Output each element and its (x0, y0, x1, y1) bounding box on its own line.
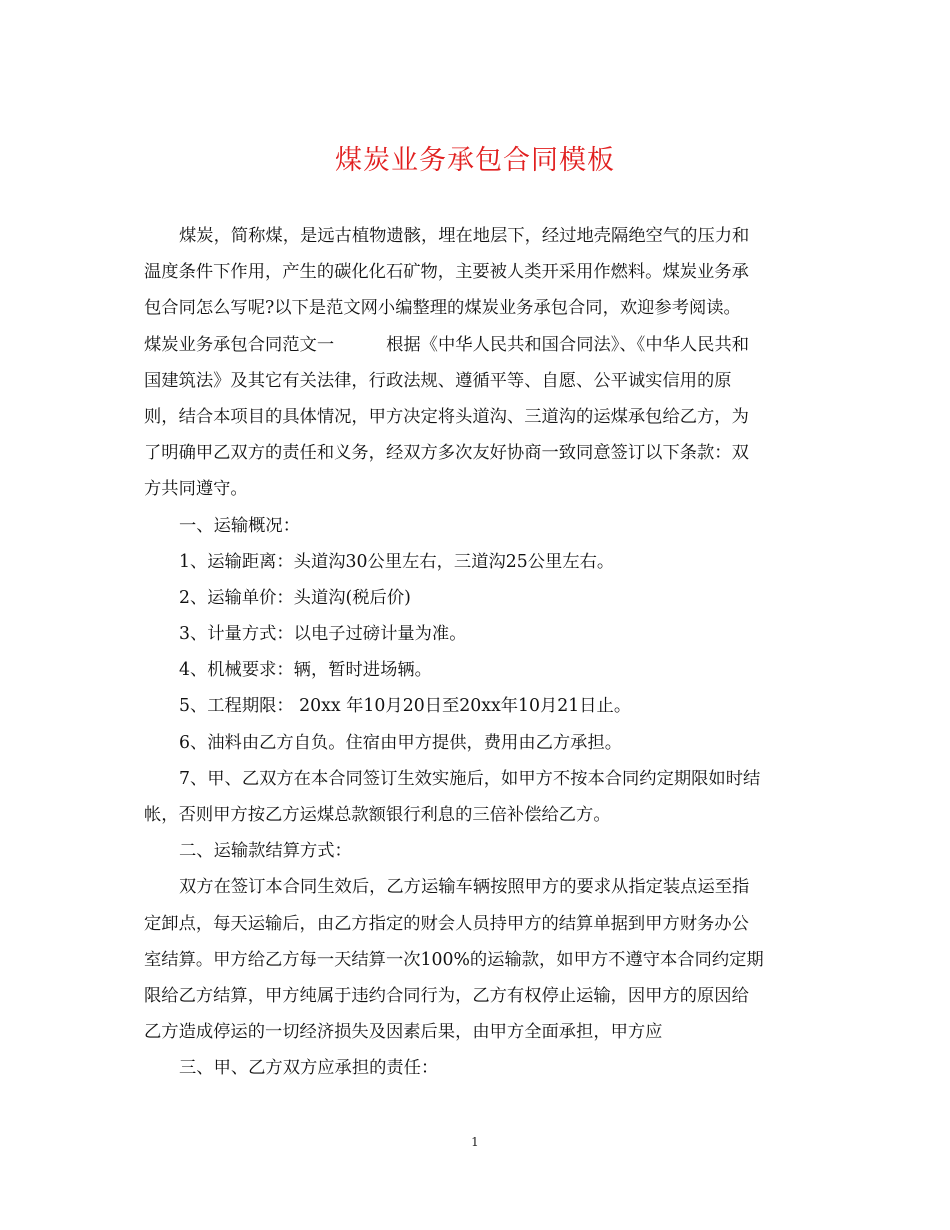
document-body (144, 218, 804, 1087)
body-line: 煤炭，简称煤，是远古植物遗骸，埋在地层下，经过地壳隔绝空气的压力和 (179, 226, 750, 246)
list-item: 3、计量方式：以电子过磅计量为准。 (179, 624, 467, 645)
body-line: 帐，否则甲方按乙方运煤总款额银行利息的三倍补偿给乙方。 (144, 805, 611, 825)
list-item: 4、机械要求：辆，暂时进场辆。 (179, 660, 432, 681)
body-line: 双方在签订本合同生效后，乙方运输车辆按照甲方的要求从指定装点运至指 (179, 877, 750, 898)
body-line: 则，结合本项目的具体情况，甲方决定将头道沟、三道沟的运煤承包给乙方，为 (144, 406, 749, 427)
body-line: 温度条件下作用，产生的碳化化石矿物，主要被人类开采用作燃料。煤炭业务承 (144, 262, 749, 283)
list-item: 2、运输单价：头道沟(税后价) (179, 587, 411, 608)
list-item: 5、工程期限： 20xx 年10月20日至20xx年10月21日止。 (179, 696, 632, 717)
body-line: 室结算。甲方给乙方每一天结算一次100%的运输款，如甲方不遵守本合同约定期 (144, 949, 764, 970)
body-line: 限给乙方结算，甲方纯属于违约合同行为，乙方有权停止运输，因甲方的原因给 (144, 985, 749, 1006)
section-heading: 二、运输款结算方式： (179, 841, 352, 862)
page-number: 1 (471, 1135, 479, 1149)
section-heading: 一、运输概况： (179, 515, 300, 536)
body-line: 乙方造成停运的一切经济损失及因素后果，由甲方全面承担，甲方应 (144, 1022, 663, 1043)
body-line: 定卸点，每天运输后，由乙方指定的财会人员持甲方的结算单据到甲方财务办公 (144, 913, 749, 934)
body-line: 包合同怎么写呢?以下是范文网小编整理的煤炭业务承包合同，欢迎参考阅读。 (144, 298, 741, 319)
section-heading: 三、甲、乙方双方应承担的责任： (179, 1058, 439, 1079)
document-title: 煤炭业务承包合同模板 (335, 145, 615, 176)
list-item: 7、甲、乙双方在本合同签订生效实施后，如甲方不按本合同约定期限如时结 (179, 768, 761, 789)
sample-heading: 煤炭业务承包合同范文一 (144, 334, 335, 355)
list-item: 6、油料由乙方自负。住宿由甲方提供，费用由乙方承担。 (179, 732, 623, 753)
body-line: 方共同遵守。 (144, 479, 248, 500)
body-line: 国建筑法》及其它有关法律，行政法规、遵循平等、自愿、公平诚实信用的原 (144, 370, 732, 391)
body-line: 了明确甲乙双方的责任和义务，经双方多次友好协商一致同意签订以下条款：双 (144, 443, 749, 464)
list-item: 1、运输距离：头道沟30公里左右，三道沟25公里左右。 (179, 551, 615, 572)
body-line-pair (144, 327, 804, 363)
body-text: 根据《中华人民共和国合同法》、《中华人民共和 (386, 334, 750, 355)
